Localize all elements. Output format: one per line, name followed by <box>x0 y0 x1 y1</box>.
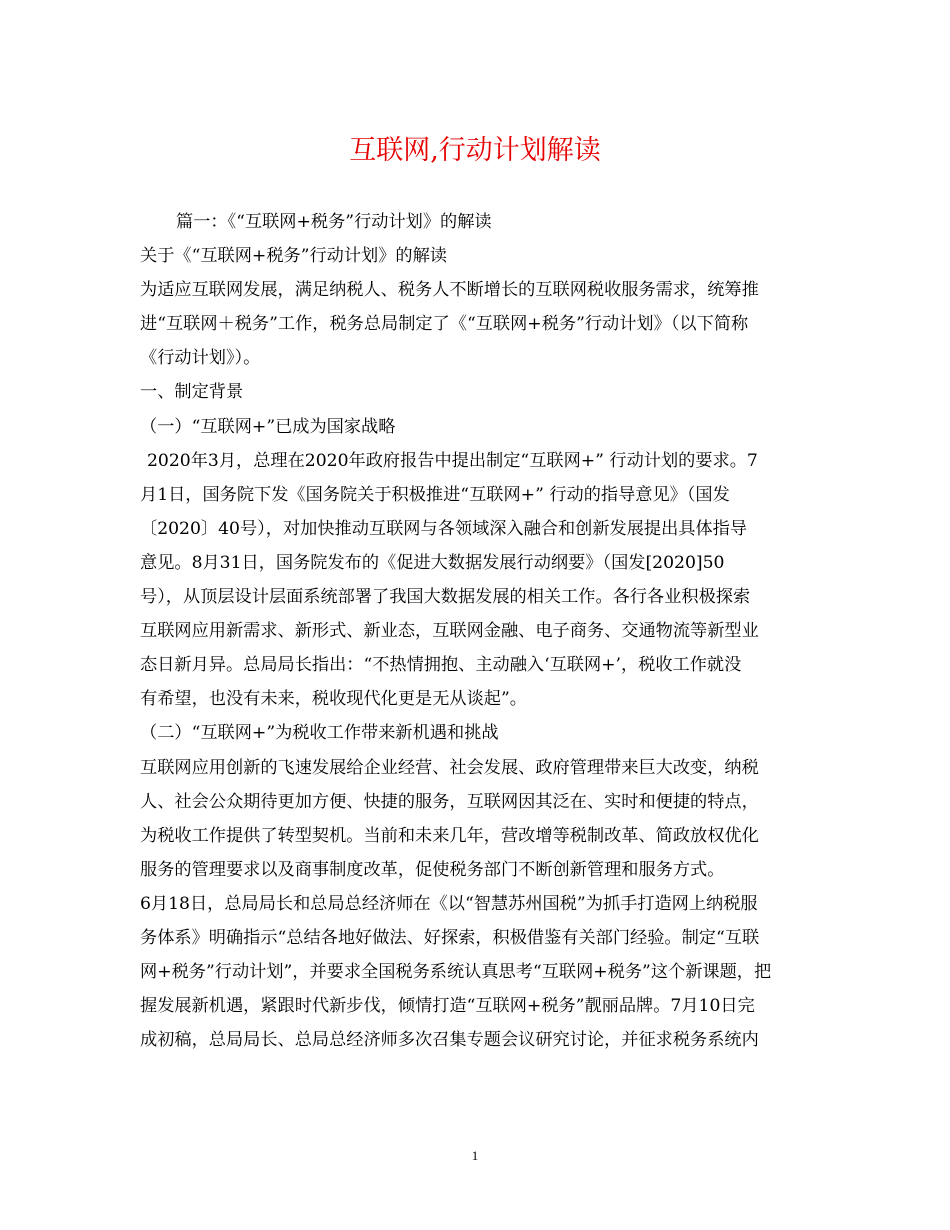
paragraph-line: 〔2020〕40号），对加快推动互联网与各领域深入融合和创新发展提出具体指导 <box>140 518 748 539</box>
subsection-heading: （二）“互联网+”为税收工作带来新机遇和挑战 <box>140 723 499 744</box>
paragraph-line: 月1日，国务院下发《国务院关于积极推进“互联网+” 行动的指导意见》（国发 <box>140 484 730 505</box>
paragraph-line: 为税收工作提供了转型契机。当前和未来几年，营改增等税制改革、简政放权优化 <box>140 825 759 846</box>
paragraph-line: 6月18日，总局局长和总局总经济师在《以“智慧苏州国税”为抓手打造网上纳税服 <box>140 893 758 914</box>
document-title: 互联网,行动计划解读 <box>349 135 601 166</box>
paragraph-line: 关于《“互联网+税务”行动计划》的解读 <box>140 246 447 267</box>
paragraph-line: 互联网应用新需求、新形式、新业态，互联网金融、电子商务、交通物流等新型业 <box>140 621 759 642</box>
section-heading: 一、制定背景 <box>140 382 244 403</box>
paragraph-line: 人、社会公众期待更加方便、快捷的服务，互联网因其泛在、实时和便捷的特点， <box>140 791 759 812</box>
page-number: 1 <box>471 1148 479 1163</box>
paragraph-line: 握发展新机遇，紧跟时代新步伐，倾情打造“互联网+税务”靓丽品牌。7月10日完 <box>140 996 755 1017</box>
paragraph-line: 为适应互联网发展，满足纳税人、税务人不断增长的互联网税收服务需求，统筹推 <box>140 280 759 301</box>
subsection-heading: （一）“互联网+”已成为国家战略 <box>140 416 396 437</box>
paragraph-line: 有希望，也没有未来，税收现代化更是无从谈起”。 <box>140 689 527 710</box>
paragraph-line: 号），从顶层设计层面系统部署了我国大数据发展的相关工作。各行各业积极探索 <box>140 587 751 608</box>
paragraph-line: 《行动计划》）。 <box>140 348 261 369</box>
paragraph-line: 篇一：《“互联网+税务”行动计划》的解读 <box>176 212 492 232</box>
paragraph-line: 态日新月异。总局局长指出：“不热情拥抱、主动融入‘互联网+’，税收工作就没 <box>140 655 742 676</box>
paragraph-line: 务体系》明确指示“总结各地好做法、好探索，积极借鉴有关部门经验。制定“互联 <box>140 927 760 948</box>
paragraph-line: 网+税务”行动计划”，并要求全国税务系统认真思考“互联网+税务”这个新课题，把 <box>140 962 772 983</box>
paragraph-line: 2020年3月，总理在2020年政府报告中提出制定“互联网+” 行动计划的要求。7 <box>147 450 758 471</box>
paragraph-line: 成初稿，总局局长、总局总经济师多次召集专题会议研究讨论，并征求税务系统内 <box>140 1030 759 1051</box>
paragraph-line: 进“互联网＋税务”工作，税务总局制定了《“互联网+税务”行动计划》（以下简称 <box>140 314 749 335</box>
document-body <box>140 205 812 1057</box>
paragraph-line: 服务的管理要求以及商事制度改革，促使税务部门不断创新管理和服务方式。 <box>140 859 725 880</box>
paragraph-line: 互联网应用创新的飞速发展给企业经营、社会发展、政府管理带来巨大改变，纳税 <box>140 757 759 778</box>
paragraph-line: 意见。8月31日，国务院发布的《促进大数据发展行动纲要》（国发[2020]50 <box>140 552 725 573</box>
